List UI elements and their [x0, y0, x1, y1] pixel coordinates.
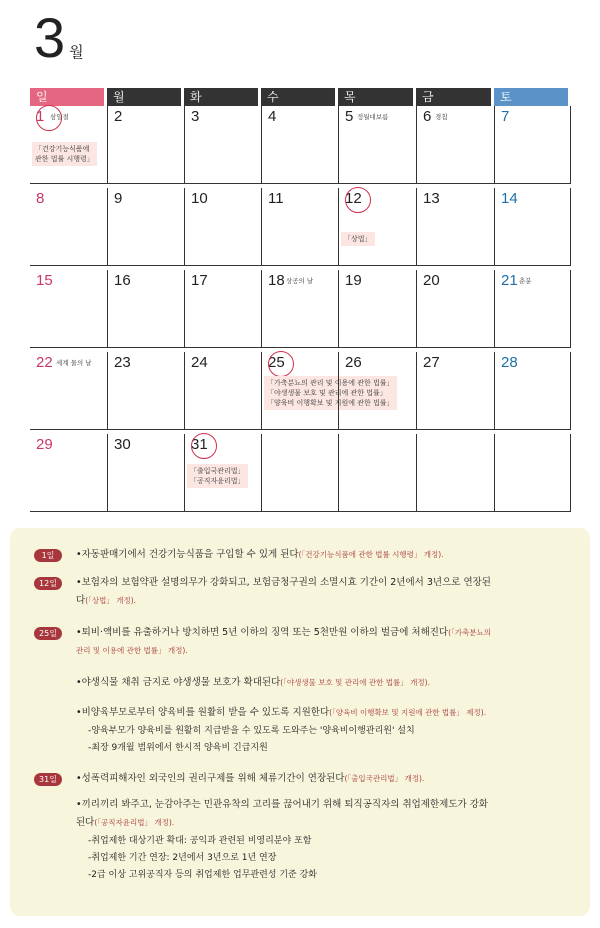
month-unit: 월 [69, 43, 84, 61]
day-cell[interactable] [494, 106, 571, 184]
weekday-header [30, 88, 571, 106]
day-cell[interactable] [261, 270, 338, 348]
law-reference: (「공직자윤리법」 개정). [94, 818, 175, 827]
day-number: 7 [501, 108, 510, 125]
note-text: •야생식물 채취 금지로 야생생물 보호가 확대된다 [76, 677, 281, 688]
holiday-label: 삼일절 [50, 113, 69, 121]
law-reference: (「상법」 개정). [85, 596, 137, 605]
day-number: 14 [501, 190, 518, 207]
day-number: 4 [268, 108, 277, 125]
holiday-label: 경칩 [435, 113, 448, 121]
day-number: 19 [345, 272, 362, 289]
law-note-line: 「건강기능식품에 [35, 145, 90, 153]
day-cell[interactable] [184, 434, 261, 512]
note-text: •퇴비·액비를 유출하거나 방치하면 5년 이하의 징역 또는 5천만원 이하의 벌금에 처해진다 [76, 627, 449, 638]
law-note [187, 464, 248, 488]
day-number: 20 [423, 272, 440, 289]
day-cell[interactable] [184, 270, 261, 348]
date-badge: 31일 [34, 773, 62, 786]
week-row [30, 106, 571, 184]
day-number: 24 [191, 354, 208, 371]
day-cell[interactable] [416, 188, 494, 266]
weekday-3: 수 [261, 88, 335, 106]
day-cell[interactable] [416, 434, 494, 512]
day-cell[interactable] [338, 106, 416, 184]
day-cell[interactable] [494, 188, 571, 266]
day-number: 16 [114, 272, 131, 289]
day-cell[interactable] [338, 434, 416, 512]
day-number: 13 [423, 190, 440, 207]
note-text: •보험자의 보험약관 설명의무가 강화되고, 보험금청구권의 소멸시효 기간이 2년에서 3년으로 연장된 [76, 577, 491, 588]
note-line [76, 548, 576, 562]
day-number: 22 [36, 354, 53, 371]
note-sub-item: -취업제한 대상기관 확대: 공익과 관련된 비영리분야 포함 [88, 836, 312, 846]
note-line [76, 798, 576, 812]
note-line [76, 626, 576, 640]
day-cell[interactable] [30, 270, 107, 348]
note-line [76, 816, 576, 830]
day-cell[interactable] [338, 270, 416, 348]
day-number: 15 [36, 272, 53, 289]
law-reference: (「가축분뇨의 [448, 628, 492, 637]
weekday-2: 화 [184, 88, 258, 106]
day-cell[interactable] [30, 434, 107, 512]
month-number: 3 [34, 6, 66, 69]
day-cell[interactable] [107, 270, 184, 348]
day-number: 3 [191, 108, 200, 125]
date-badge: 25일 [34, 627, 62, 640]
law-note [341, 232, 375, 246]
day-number: 1 [36, 108, 44, 125]
note-line [76, 772, 576, 786]
note-text: •비양육부모로부터 양육비를 원활히 받을 수 있도록 지원한다 [76, 707, 330, 718]
week-row [30, 188, 571, 266]
day-cell[interactable] [494, 352, 571, 430]
law-note-line: 「공직자윤리법」 [190, 477, 245, 485]
day-cell[interactable] [261, 106, 338, 184]
day-cell[interactable] [416, 106, 494, 184]
day-number: 28 [501, 354, 518, 371]
note-text: •자동판매기에서 건강기능식품을 구입할 수 있게 된다 [76, 549, 299, 560]
day-cell[interactable] [494, 434, 571, 512]
week-row [30, 434, 571, 512]
law-note [32, 142, 97, 166]
day-number: 27 [423, 354, 440, 371]
law-reference: 관리 및 이용에 관한 법률」 개정). [76, 646, 188, 655]
day-cell[interactable] [107, 188, 184, 266]
day-cell[interactable] [261, 188, 338, 266]
day-number: 26 [345, 354, 362, 371]
day-number: 6 [423, 108, 432, 125]
day-number: 21 [501, 272, 518, 289]
day-number: 30 [114, 436, 131, 453]
law-reference: (「양육비 이행확보 및 지원에 관한 법률」 제정). [329, 708, 487, 717]
highlight-circle-icon [268, 351, 294, 377]
law-reference: (「출입국관리법」 개정). [344, 774, 425, 783]
notes-panel [10, 528, 590, 916]
day-cell[interactable] [184, 352, 261, 430]
day-cell[interactable] [416, 270, 494, 348]
law-note-line: 「가축분뇨의 관리 및 이용에 관한 법률」 [267, 379, 394, 387]
note-sub-item: -2급 이상 고위공직자 등의 취업제한 업무관련성 기준 강화 [88, 870, 317, 880]
day-number: 29 [36, 436, 53, 453]
note-line [76, 706, 576, 720]
note-sub-item: -취업제한 기간 연장: 2년에서 3년으로 1년 연장 [88, 853, 277, 863]
day-number: 10 [191, 190, 208, 207]
law-note-line: 「양육비 이행확보 및 지원에 관한 법률」 [267, 399, 394, 407]
note-line [76, 676, 576, 690]
note-line [76, 594, 576, 608]
law-reference: (「야생생물 보호 및 관리에 관한 법률」 개정). [280, 678, 430, 687]
day-cell[interactable] [184, 188, 261, 266]
note-text: •끼리끼리 봐주고, 눈감아주는 민관유착의 고리를 끊어내기 위해 퇴직공직자의 취업제한제도가 강화 [76, 799, 489, 810]
month-title [34, 8, 84, 68]
weekday-1: 월 [107, 88, 181, 106]
day-cell[interactable] [338, 188, 416, 266]
weekday-6: 토 [494, 88, 568, 106]
note-line [76, 644, 576, 658]
day-cell[interactable] [107, 434, 184, 512]
day-number: 12 [345, 190, 362, 207]
holiday-label: 춘분 [519, 277, 532, 285]
holiday-label: 정월대보름 [357, 113, 389, 121]
note-sub-item: -양육부모가 양육비를 원활히 지급받을 수 있도록 도와주는 '양육비이행관리원' 설치 [88, 726, 415, 736]
day-number: 23 [114, 354, 131, 371]
day-cell[interactable] [338, 352, 416, 430]
day-cell[interactable] [261, 434, 338, 512]
day-cell[interactable] [494, 270, 571, 348]
note-text: 다 [76, 595, 86, 606]
day-number: 18 [268, 272, 285, 289]
weekday-5: 금 [416, 88, 491, 106]
week-row [30, 270, 571, 348]
day-cell[interactable] [30, 188, 107, 266]
law-note-line: 「출입국관리법」 [190, 467, 245, 475]
day-number: 2 [114, 108, 123, 125]
day-number: 17 [191, 272, 208, 289]
holiday-label: 상공의 날 [286, 277, 314, 285]
highlight-circle-icon [345, 187, 371, 213]
day-cell[interactable] [107, 106, 184, 184]
law-note-line: 관한 법률 시행령」 [35, 155, 94, 163]
day-number: 25 [268, 354, 285, 371]
day-cell[interactable] [416, 352, 494, 430]
day-number: 31 [191, 436, 208, 453]
law-note-line: 「상법」 [344, 235, 372, 243]
day-number: 8 [36, 190, 45, 207]
note-sub-item: -최장 9개월 범위에서 한시적 양육비 긴급지원 [88, 743, 268, 753]
highlight-circle-icon [191, 433, 217, 459]
day-cell[interactable] [30, 352, 107, 430]
note-text: •성폭력피해자인 외국인의 권리구제를 위해 체류기간이 연장된다 [76, 773, 345, 784]
law-note-line: 「야생생물 보호 및 관리에 관한 법률」 [267, 389, 387, 397]
date-badge: 12일 [34, 577, 62, 590]
law-reference: (「건강기능식품에 관한 법률 시행령」 개정). [298, 550, 444, 559]
day-cell[interactable] [107, 352, 184, 430]
date-badge: 1일 [34, 549, 62, 562]
weekday-4: 목 [338, 88, 413, 106]
note-line [76, 576, 576, 590]
weekday-0: 일 [30, 88, 104, 106]
note-text: 된다 [76, 817, 95, 828]
day-number: 11 [268, 190, 284, 207]
day-cell[interactable] [184, 106, 261, 184]
day-cell[interactable] [30, 106, 107, 184]
week-row [30, 352, 571, 430]
holiday-label: 세계 물의 날 [56, 359, 92, 367]
day-number: 5 [345, 108, 354, 125]
day-number: 9 [114, 190, 123, 207]
